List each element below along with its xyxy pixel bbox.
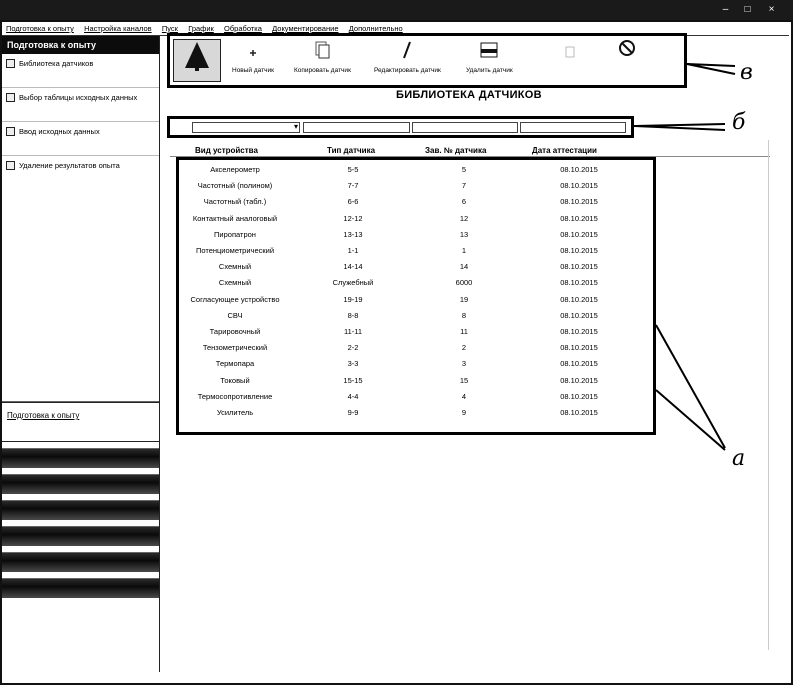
sensor-type-filter[interactable]	[303, 122, 410, 133]
cell-device: СВЧ	[227, 310, 243, 320]
cell-serial: 1	[461, 246, 467, 255]
cell-date: 08.10.2015	[560, 165, 598, 174]
cell-date: 08.10.2015	[560, 181, 598, 191]
cell-type: 2-2	[347, 343, 359, 353]
table-row[interactable]	[179, 194, 653, 210]
cell-device: Частотный (полином)	[197, 181, 273, 191]
cell-serial: 12	[459, 213, 469, 223]
sidebar-header: Подготовка к опыту	[2, 36, 159, 54]
column-header-serial[interactable]: Зав. № датчика	[425, 146, 487, 155]
cell-device: Схемный	[218, 278, 252, 288]
edit-sensor-label: Редактировать датчик	[374, 67, 441, 74]
table-row[interactable]	[179, 356, 653, 372]
cell-date: 08.10.2015	[560, 391, 598, 401]
table-row[interactable]	[179, 340, 653, 356]
cell-type: 6-6	[347, 197, 359, 207]
cell-date: 08.10.2015	[560, 229, 598, 239]
cell-serial: 11	[460, 327, 468, 336]
cell-device: Схемный	[218, 262, 252, 272]
sidebar-section-prep[interactable]: Подготовка к опыту	[2, 402, 159, 442]
cell-type: 1-1	[347, 246, 359, 255]
cell-date: 08.10.2015	[560, 343, 598, 353]
table-row[interactable]	[179, 259, 653, 275]
cell-serial: 8	[461, 310, 467, 320]
cell-type: 11-11	[343, 327, 363, 336]
delete-sensor-label: Удалить датчик	[466, 67, 513, 74]
cell-date: 08.10.2015	[560, 197, 598, 207]
scrollbar[interactable]	[768, 140, 769, 650]
table-row[interactable]	[179, 324, 653, 340]
table-row[interactable]	[179, 373, 653, 389]
cell-type: 14-14	[343, 262, 363, 272]
cell-type: 12-12	[343, 213, 363, 223]
table-row[interactable]	[179, 275, 653, 291]
cell-type: 13-13	[343, 229, 363, 239]
filter-row	[167, 116, 634, 138]
page-title: БИБЛИОТЕКА ДАТЧИКОВ	[396, 89, 542, 101]
cell-serial: 6000	[455, 278, 473, 288]
chevron-down-icon: ▾	[293, 122, 298, 131]
cell-type: 9-9	[347, 408, 359, 417]
new-sensor-label: Новый датчик	[232, 67, 274, 74]
cell-serial: 15	[459, 375, 469, 385]
menu-item-channels[interactable]: Настройка каналов	[84, 24, 152, 33]
cell-device: Тарировочный	[209, 327, 261, 336]
cell-serial: 19	[459, 294, 469, 304]
cell-type: 3-3	[347, 359, 359, 369]
cell-type: 5-5	[347, 165, 359, 174]
table-row[interactable]	[179, 389, 653, 405]
cell-device: Пиропатрон	[214, 229, 256, 239]
cell-device: Акселерометр	[210, 165, 260, 174]
cell-device: Токовый	[220, 375, 250, 385]
cell-serial: 14	[459, 262, 469, 272]
cell-type: Служебный	[332, 278, 374, 288]
close-icon[interactable]: ×	[768, 4, 775, 15]
maximize-icon[interactable]: □	[744, 4, 751, 15]
table-row[interactable]	[179, 405, 653, 421]
sidebar-item-label: Выбор таблицы исходных данных	[19, 93, 138, 102]
table-row[interactable]	[179, 292, 653, 308]
cell-type: 7-7	[347, 181, 359, 191]
cell-date: 08.10.2015	[560, 262, 598, 272]
serial-number-filter[interactable]	[412, 122, 518, 133]
table-row[interactable]	[179, 178, 653, 194]
table-row[interactable]	[179, 308, 653, 324]
attestation-date-filter[interactable]	[520, 122, 626, 133]
table-row[interactable]	[179, 227, 653, 243]
minimize-icon[interactable]: –	[722, 4, 729, 15]
cell-serial: 9	[461, 408, 467, 417]
table-row[interactable]	[179, 243, 653, 259]
menu-item-extra[interactable]: Дополнительно	[348, 24, 403, 33]
cell-type: 15-15	[343, 375, 363, 385]
cell-device: Тензометрический	[202, 343, 268, 353]
sidebar-item-label: Ввод исходных данных	[19, 127, 100, 136]
callout-b: б	[732, 110, 746, 135]
copy-sensor-label: Копировать датчик	[294, 67, 351, 74]
sidebar-item-label: Библиотека датчиков	[19, 59, 94, 68]
cell-type: 8-8	[347, 310, 359, 320]
cell-serial: 2	[461, 343, 467, 353]
menu-item-docs[interactable]: Документирование	[272, 24, 339, 33]
cell-date: 08.10.2015	[560, 408, 598, 417]
cell-date: 08.10.2015	[560, 278, 598, 288]
cell-device: Частотный (табл.)	[203, 197, 267, 207]
cell-serial: 4	[461, 391, 467, 401]
cell-serial: 7	[461, 181, 467, 191]
cell-device: Согласующее устройство	[190, 294, 280, 304]
device-type-filter[interactable]	[192, 122, 300, 133]
cell-date: 08.10.2015	[560, 359, 598, 369]
cell-date: 08.10.2015	[560, 310, 598, 320]
table-row[interactable]	[179, 211, 653, 227]
cell-date: 08.10.2015	[560, 294, 598, 304]
cell-date: 08.10.2015	[560, 375, 598, 385]
cell-serial: 5	[461, 165, 467, 174]
cell-device: Термопара	[215, 359, 255, 369]
column-header-type[interactable]: Тип датчика	[327, 146, 376, 155]
menu-item-graph[interactable]: График	[188, 24, 214, 33]
callout-v: в	[740, 60, 753, 85]
cell-date: 08.10.2015	[560, 327, 598, 336]
callout-a: а	[732, 446, 746, 471]
sensor-table	[176, 157, 656, 435]
column-header-date[interactable]: Дата аттестации	[532, 146, 597, 155]
column-header-device[interactable]: Вид устройства	[195, 146, 258, 155]
sidebar-item-label: Удаление результатов опыта	[19, 161, 120, 170]
cell-serial: 3	[461, 359, 467, 369]
cell-device: Термосопротивление	[197, 391, 273, 401]
menu-item-prep[interactable]: Подготовка к опыту	[6, 24, 74, 33]
cell-device: Потенциометрический	[195, 246, 275, 255]
cell-type: 19-19	[343, 294, 363, 304]
cell-device: Контактный аналоговый	[192, 213, 278, 223]
cell-device: Усилитель	[216, 408, 254, 417]
menu-item-start[interactable]: Пуск	[161, 24, 178, 33]
cell-date: 08.10.2015	[560, 246, 598, 255]
cell-serial: 6	[461, 197, 467, 207]
cell-serial: 13	[459, 229, 469, 239]
table-row[interactable]	[179, 162, 653, 178]
menu-item-processing[interactable]: Обработка	[224, 24, 262, 33]
cell-date: 08.10.2015	[560, 213, 598, 223]
cell-type: 4-4	[347, 391, 359, 401]
